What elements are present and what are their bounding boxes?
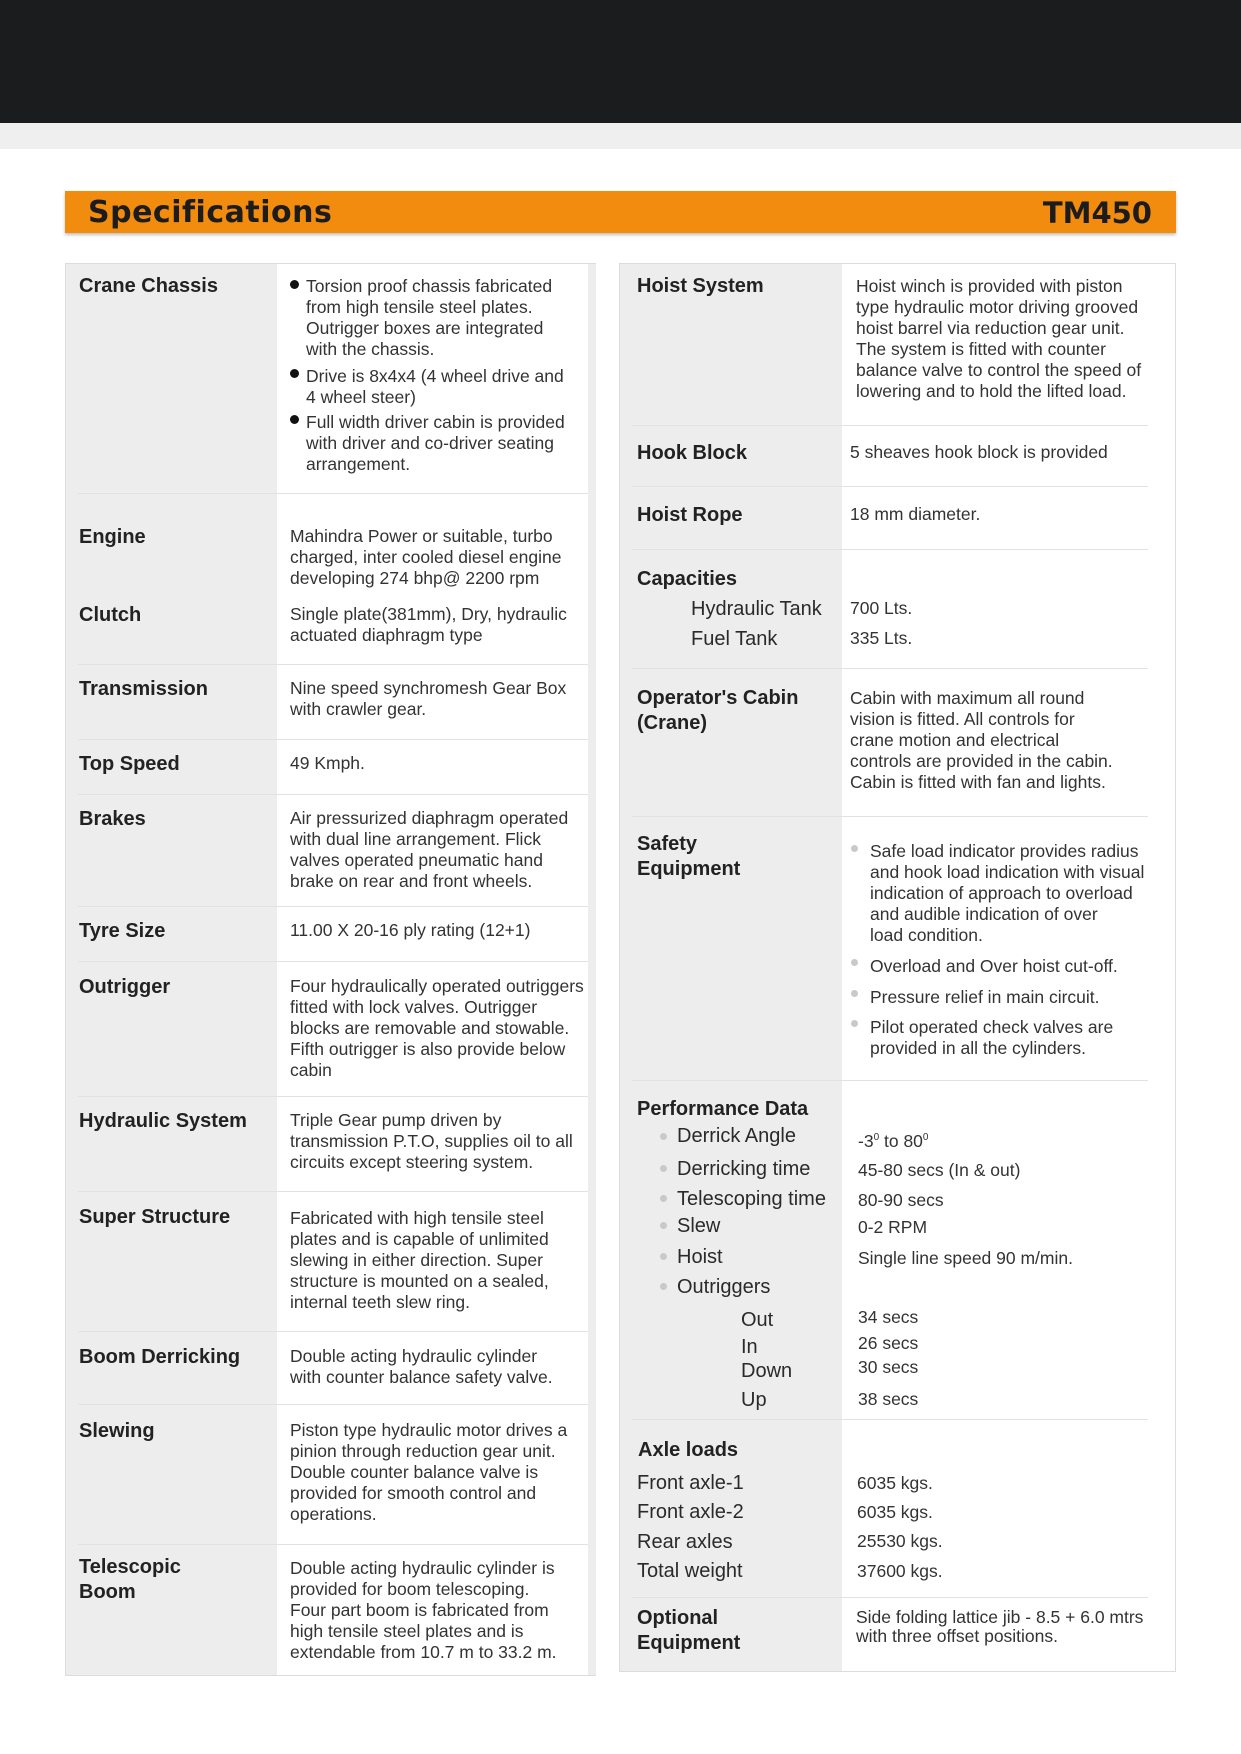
derrick-angle-label: Derrick Angle [677,1125,796,1147]
front-axle-2-label: Front axle-2 [637,1501,744,1523]
divider [632,816,1148,817]
engine-line-3: developing 274 bhp@ 2200 rpm [290,568,540,588]
clutch-label: Clutch [79,604,142,626]
safety-bullet-1-line-3: indication of approach to overload [870,883,1133,903]
hoist-system-line-5: balance valve to control the speed of [856,360,1142,380]
operators-cabin-line-1: Cabin with maximum all round [850,688,1085,708]
divider [78,961,588,962]
fuel-tank-value: 335 Lts. [850,628,913,648]
operators-cabin-line-2: vision is fitted. All controls for [850,709,1075,729]
slew-value: 0-2 RPM [858,1217,928,1237]
safety-bullet-1-line-2: and hook load indication with visual [870,862,1145,882]
rear-axles-label: Rear axles [637,1531,733,1553]
hydraulic-tank-label: Hydraulic Tank [691,598,822,620]
operators-cabin-line-5: Cabin is fitted with fan and lights. [850,772,1106,792]
bullet-icon [660,1253,667,1260]
telescopic-boom-line-1: Double acting hydraulic cylinder is [290,1558,555,1578]
engine-line-1: Mahindra Power or suitable, turbo [290,526,553,546]
brakes-line-3: valves operated pneumatic hand [290,850,543,870]
telescopic-boom-line-4: high tensile steel plates and is [290,1621,524,1641]
optional-equipment-label-1: Optional [637,1607,719,1629]
slewing-label: Slewing [79,1420,155,1442]
bullet-icon [660,1283,667,1290]
operators-cabin-line-3: crane motion and electrical [850,730,1060,750]
left-edge-strip [588,264,596,1675]
specifications-banner [65,191,1176,233]
outriggers-down-label: Down [741,1360,793,1382]
safety-bullet-1-line-1: Safe load indicator provides radius [870,841,1139,861]
telescopic-boom-label-2: Boom [79,1581,136,1603]
outriggers-up-value: 38 secs [858,1389,919,1409]
super-structure-line-4: structure is mounted on a sealed, [290,1271,549,1291]
hydraulic-system-label: Hydraulic System [79,1110,247,1132]
safety-bullet-4-line-1: Pilot operated check valves are [870,1017,1114,1037]
transmission-line-1: Nine speed synchromesh Gear Box [290,678,567,698]
divider [78,1404,588,1405]
model-name: TM450 [1042,196,1152,230]
hoist-rope-value: 18 mm diameter. [850,504,981,524]
bullet-icon [851,959,858,966]
divider [78,906,588,907]
safety-bullet-2: Overload and Over hoist cut-off. [870,956,1118,976]
hoist-system-line-2: type hydraulic motor driving grooved [856,297,1139,317]
outriggers-down-value: 30 secs [858,1357,919,1377]
engine-label: Engine [79,526,146,548]
hoist-system-line-3: hoist barrel via reduction gear unit. [856,318,1125,338]
divider [78,1096,588,1097]
divider [632,668,1148,669]
brakes-line-1: Air pressurized diaphragm operated [290,808,569,828]
outrigger-line-2: fitted with lock valves. Outrigger [290,997,538,1017]
crane-chassis-bullet-2-line-1: Drive is 8x4x4 (4 wheel drive and [306,366,564,386]
boom-derricking-line-1: Double acting hydraulic cylinder [290,1346,538,1366]
telescoping-time-value: 80-90 secs [858,1190,944,1210]
outrigger-line-1: Four hydraulically operated outriggers [290,976,584,996]
hoist-rope-label: Hoist Rope [637,504,743,526]
hydraulic-system-line-3: circuits except steering system. [290,1152,534,1172]
crane-chassis-bullet-1-line-2: from high tensile steel plates. [306,297,533,317]
slew-label: Slew [677,1215,721,1237]
safety-bullet-4-line-2: provided in all the cylinders. [870,1038,1086,1058]
rear-axles-value: 25530 kgs. [857,1531,943,1551]
divider [78,493,588,494]
page-title: Specifications [88,195,333,230]
safety-equipment-label-1: Safety [637,833,698,855]
crane-chassis-label: Crane Chassis [79,275,218,297]
bullet-icon [660,1165,667,1172]
hydraulic-tank-value: 700 Lts. [850,598,913,618]
crane-chassis-bullet-3-line-2: with driver and co-driver seating [306,433,555,453]
outrigger-line-4: Fifth outrigger is also provide below [290,1039,566,1059]
hoist-system-label: Hoist System [637,275,764,297]
divider [632,1419,1148,1420]
brakes-line-4: brake on rear and front wheels. [290,871,533,891]
crane-chassis-bullet-2-line-2: 4 wheel steer) [306,387,416,407]
left-label-column [66,264,277,1675]
operators-cabin-label-1: Operator's Cabin [637,687,799,709]
bullet-icon [660,1195,667,1202]
brakes-label: Brakes [79,808,146,830]
bullet-icon [290,415,299,424]
hook-block-label: Hook Block [637,442,748,464]
engine-line-2: charged, inter cooled diesel engine [290,547,562,567]
crane-chassis-bullet-3-line-3: arrangement. [306,454,411,474]
clutch-line-1: Single plate(381mm), Dry, hydraulic [290,604,567,624]
operators-cabin-label-2: (Crane) [637,712,708,734]
top-speed-label: Top Speed [79,753,180,775]
fuel-tank-label: Fuel Tank [691,628,778,650]
divider [632,549,1148,550]
slewing-line-1: Piston type hydraulic motor drives a [290,1420,568,1440]
operators-cabin-line-4: controls are provided in the cabin. [850,751,1113,771]
outriggers-in-label: In [741,1336,758,1358]
optional-equipment-line-1: Side folding lattice jib - 8.5 + 6.0 mtrs [856,1607,1144,1627]
transmission-label: Transmission [79,678,208,700]
divider [78,1544,588,1545]
divider [632,486,1148,487]
divider [78,1191,588,1192]
tyre-size-value: 11.00 X 20-16 ply rating (12+1) [290,920,531,940]
front-axle-1-value: 6035 kgs. [857,1473,933,1493]
hoist-system-line-4: The system is fitted with counter [856,339,1106,359]
derricking-time-value: 45-80 secs (In & out) [858,1160,1021,1180]
front-axle-1-label: Front axle-1 [637,1472,744,1494]
boom-derricking-line-2: with counter balance safety valve. [290,1367,553,1387]
total-weight-label: Total weight [637,1560,743,1582]
divider [78,664,588,665]
divider [632,1597,1148,1598]
divider [78,739,588,740]
divider [632,425,1148,426]
telescoping-time-label: Telescoping time [677,1188,826,1210]
total-weight-value: 37600 kgs. [857,1561,943,1581]
hoist-system-line-1: Hoist winch is provided with piston [856,276,1123,296]
bullet-icon [290,280,299,289]
divider [632,1080,1148,1081]
bullet-icon [290,369,299,378]
outriggers-out-label: Out [741,1309,774,1331]
telescopic-boom-line-3: Four part boom is fabricated from [290,1600,549,1620]
front-axle-2-value: 6035 kgs. [857,1502,933,1522]
bullet-icon [851,845,858,852]
clutch-line-2: actuated diaphragm type [290,625,483,645]
axle-loads-label: Axle loads [638,1439,739,1461]
crane-chassis-bullet-1-line-3: Outrigger boxes are integrated [306,318,544,338]
top-speed-value: 49 Kmph. [290,753,365,773]
super-structure-line-1: Fabricated with high tensile steel [290,1208,544,1228]
hoist-system-line-6: lowering and to hold the lifted load. [856,381,1127,401]
hoist-label: Hoist [677,1246,723,1268]
super-structure-line-2: plates and is capable of unlimited [290,1229,549,1249]
safety-equipment-label-2: Equipment [637,858,741,880]
divider [78,1331,588,1332]
crane-chassis-bullet-1-line-1: Torsion proof chassis fabricated [306,276,553,296]
performance-data-label: Performance Data [637,1098,809,1120]
slewing-line-5: operations. [290,1504,377,1524]
brakes-line-2: with dual line arrangement. Flick [290,829,541,849]
safety-bullet-1-line-4: and audible indication of over [870,904,1098,924]
crane-chassis-bullet-3-line-1: Full width driver cabin is provided [306,412,565,432]
telescopic-boom-line-5: extendable from 10.7 m to 33.2 m. [290,1642,557,1662]
hoist-value: Single line speed 90 m/min. [858,1248,1073,1268]
capacities-label: Capacities [637,568,738,590]
telescopic-boom-line-2: provided for boom telescoping. [290,1579,530,1599]
bullet-icon [660,1222,667,1229]
top-light-strip [0,123,1241,149]
top-dark-bar [0,0,1241,123]
outrigger-label: Outrigger [79,976,171,998]
outrigger-line-5: cabin [290,1060,332,1080]
optional-equipment-line-2: with three offset positions. [856,1626,1059,1646]
hydraulic-system-line-1: Triple Gear pump driven by [290,1110,502,1130]
outriggers-up-label: Up [741,1389,767,1411]
super-structure-line-3: slewing in either direction. Super [290,1250,543,1270]
bullet-icon [851,990,858,997]
outrigger-line-3: blocks are removable and stowable. [290,1018,570,1038]
safety-bullet-3: Pressure relief in main circuit. [870,987,1100,1007]
safety-bullet-1-line-5: load condition. [870,925,983,945]
boom-derricking-label: Boom Derricking [79,1346,241,1368]
outriggers-in-value: 26 secs [858,1333,919,1353]
slewing-line-4: provided for smooth control and [290,1483,537,1503]
derrick-angle-value: $-3^0$ to $80^0$ [858,1130,929,1151]
outriggers-label: Outriggers [677,1276,771,1298]
bullet-icon [660,1133,667,1140]
super-structure-label: Super Structure [79,1206,231,1228]
bullet-icon [851,1020,858,1027]
crane-chassis-bullet-1-line-4: with the chassis. [306,339,435,359]
super-structure-line-5: internal teeth slew ring. [290,1292,470,1312]
hook-block-value: 5 sheaves hook block is provided [850,442,1108,462]
tyre-size-label: Tyre Size [79,920,166,942]
slewing-line-3: Double counter balance valve is [290,1462,539,1482]
transmission-line-2: with crawler gear. [290,699,427,719]
slewing-line-2: pinion through reduction gear unit. [290,1441,556,1461]
divider [78,794,588,795]
derricking-time-label: Derricking time [677,1158,811,1180]
telescopic-boom-label-1: Telescopic [79,1556,181,1578]
hydraulic-system-line-2: transmission P.T.O, supplies oil to all [290,1131,573,1151]
optional-equipment-label-2: Equipment [637,1632,741,1654]
outriggers-out-value: 34 secs [858,1307,919,1327]
